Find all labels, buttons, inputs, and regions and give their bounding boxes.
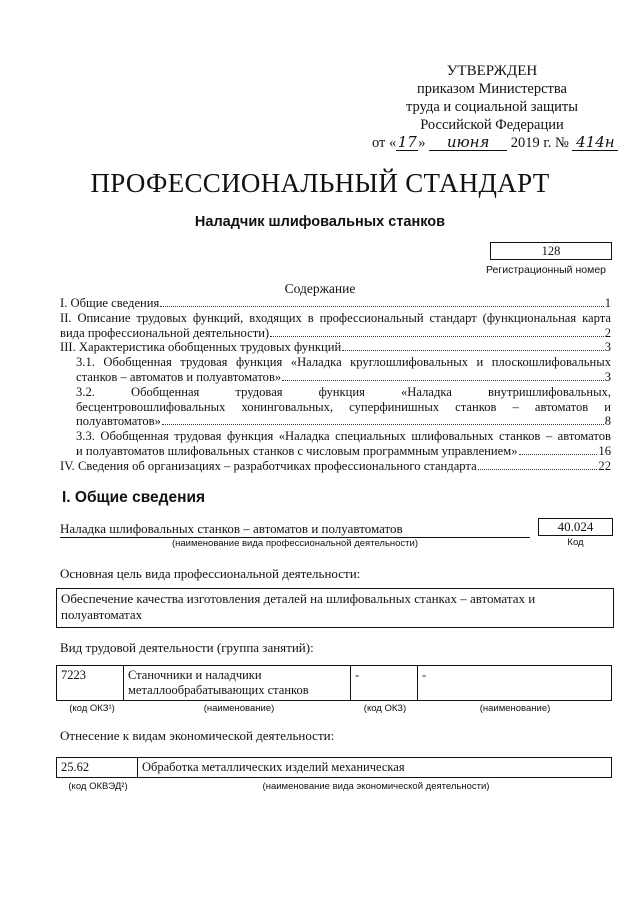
- approval-number: 414н: [572, 134, 618, 151]
- okz-code: 7223: [57, 666, 124, 701]
- toc-item-text: 3.1. Обобщенная трудовая функция «Наладка круглошлифовальных и плоскошлифовальных: [76, 355, 611, 370]
- okved-table: [56, 757, 612, 778]
- approval-month: июня: [429, 134, 507, 151]
- toc-item-text: III. Характеристика обобщенных трудовых функций: [60, 340, 342, 355]
- approval-line: труда и социальной защиты: [406, 99, 578, 115]
- group-label: Вид трудовой деятельности (группа занятий):: [60, 640, 314, 655]
- toc-item-text: и полуавтоматов шлифовальных станков с числовым программным управлением»: [76, 443, 518, 458]
- toc-heading: Содержание: [284, 281, 356, 296]
- okz-code2-caption: (код ОКЗ): [363, 703, 407, 714]
- toc-item-text: I. Общие сведения: [60, 296, 160, 310]
- okved-code: 25.62: [57, 758, 138, 778]
- okz-table: [56, 665, 612, 701]
- approval-year: 2019 г. №: [510, 135, 569, 151]
- approval-line: Российской Федерации: [420, 117, 564, 133]
- table-row: [57, 758, 612, 778]
- activity-name: Наладка шлифовальных станков – автоматов и полуавтоматов: [60, 521, 530, 538]
- goal-text: Обеспечение качества изготовления деталей на шлифовальных станках – автоматах и полуавтоматах: [56, 588, 614, 628]
- approval-date-line: [372, 133, 615, 152]
- okved-name: Обработка металлических изделий механическая: [138, 758, 612, 778]
- okved-name-caption: (наименование вида экономической деятельности): [262, 781, 490, 792]
- okz-code-caption: (код ОКЗ¹): [69, 703, 115, 714]
- registration-number: 128: [490, 242, 612, 260]
- toc-item[interactable]: [60, 326, 611, 341]
- registration-label: Регистрационный номер: [486, 264, 606, 276]
- approval-mid: »: [418, 135, 426, 151]
- table-row: [57, 666, 612, 701]
- toc-item-text: полуавтоматов»: [76, 414, 161, 429]
- toc-item-page: 3: [604, 340, 611, 355]
- activity-caption: (наименование вида профессиональной деятельности): [171, 538, 419, 549]
- okved-label: Отнесение к видам экономической деятельности:: [60, 728, 335, 743]
- section-heading: I. Общие сведения: [62, 489, 206, 506]
- toc-item-text: бесцентровошлифовальных хонинговальных, суперфинишных станков – автоматов и: [76, 399, 611, 414]
- toc-item[interactable]: [60, 340, 611, 355]
- okved-code-caption: (код ОКВЭД²): [68, 781, 128, 792]
- toc-item[interactable]: [60, 414, 611, 429]
- toc-item-text: 3.2. Обобщенная трудовая функция «Наладка внутришлифовальных,: [76, 384, 611, 399]
- approval-day: 17: [397, 133, 417, 151]
- toc-item-page: 1: [604, 296, 611, 310]
- toc-item-text: IV. Сведения об организациях – разработчиках профессионального стандарта: [60, 458, 477, 473]
- approval-line: приказом Министерства: [417, 81, 567, 97]
- activity-code: 40.024: [538, 518, 613, 536]
- okz-name: Станочники и наладчики металлообрабатывающих станков: [124, 666, 351, 701]
- document-title: ПРОФЕССИОНАЛЬНЫЙ СТАНДАРТ: [90, 168, 550, 198]
- toc-item[interactable]: [60, 296, 611, 311]
- approval-from: от «: [372, 135, 397, 151]
- toc-item[interactable]: [60, 444, 611, 459]
- toc-item-page: 3: [604, 369, 611, 384]
- okz-code-2: -: [351, 666, 418, 701]
- toc-item-page: 2: [604, 325, 611, 340]
- toc-item-text: II. Описание трудовых функций, входящих в профессиональный стандарт (функциональная карта: [60, 310, 611, 325]
- document-subtitle: Наладчик шлифовальных станков: [194, 214, 446, 230]
- table-of-contents: [60, 296, 611, 474]
- toc-item-page: 22: [598, 458, 611, 473]
- toc-item-text: 3.3. Обобщенная трудовая функция «Наладка специальных шлифовальных станков – автоматов: [76, 429, 611, 444]
- toc-item[interactable]: [60, 370, 611, 385]
- toc-item-page: 16: [598, 443, 611, 458]
- toc-item-page: 8: [604, 414, 611, 429]
- approval-title: УТВЕРЖДЕН: [446, 63, 538, 79]
- activity-code-caption: Код: [567, 537, 584, 548]
- okz-name-caption: (наименование): [203, 703, 275, 714]
- toc-item-text: станков – автоматов и полуавтоматов»: [76, 369, 282, 384]
- toc-item[interactable]: [60, 459, 611, 474]
- okz-name2-caption: (наименование): [479, 703, 551, 714]
- toc-item-text: вида профессиональной деятельности): [60, 325, 270, 340]
- goal-label: Основная цель вида профессиональной деятельности:: [60, 566, 361, 581]
- approval-block: [372, 62, 615, 152]
- okz-name-2: -: [418, 666, 612, 701]
